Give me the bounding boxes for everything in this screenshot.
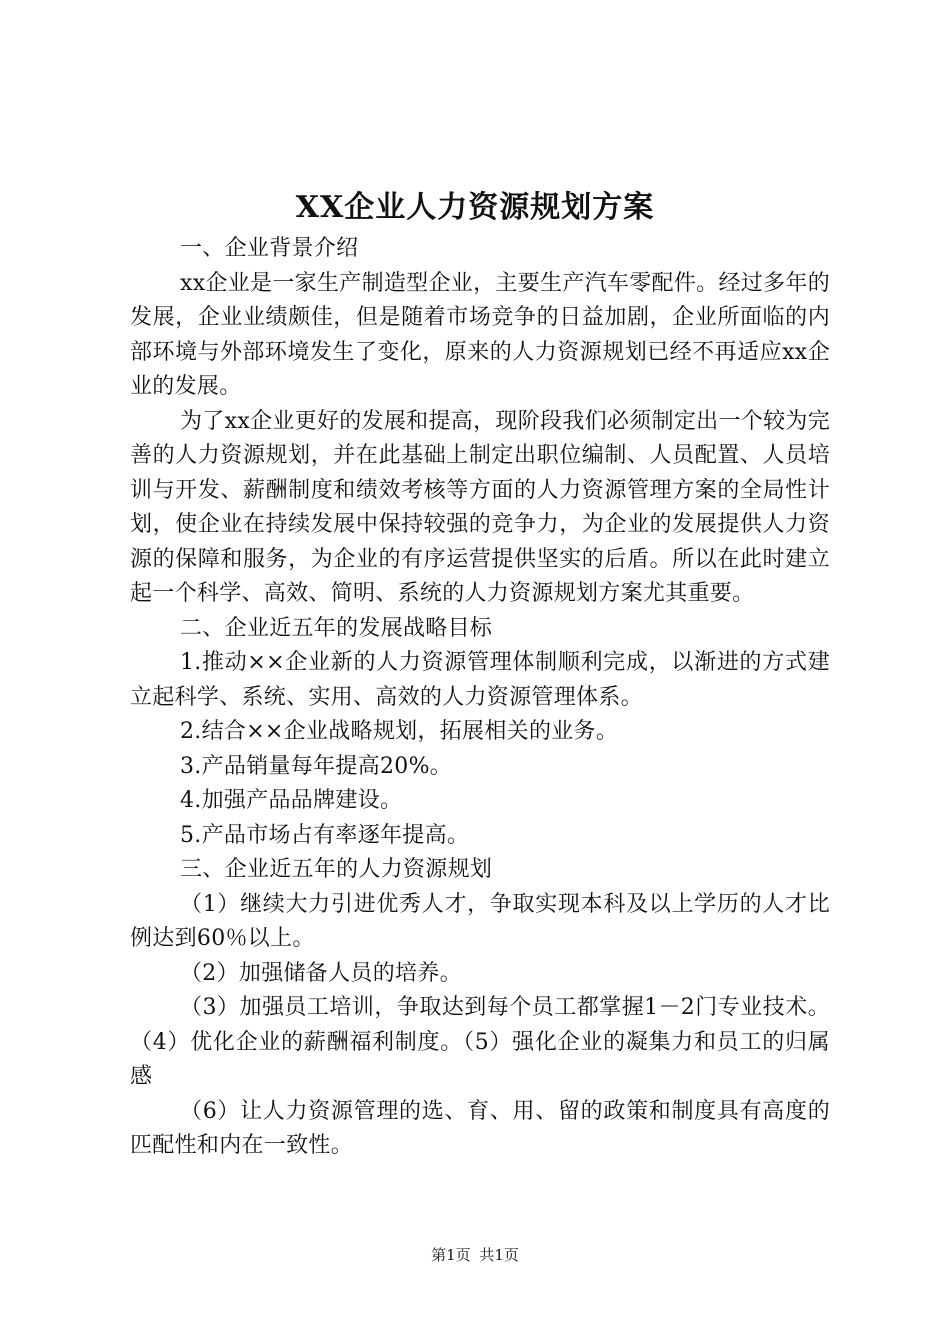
hr-plan-item-1: （1）继续大力引进优秀人才，争取实现本科及以上学历的人才比例达到60％以上。 xyxy=(130,891,830,951)
paragraph-background-1: xx企业是一家生产制造型企业，主要生产汽车零配件。经过多年的发展，企业业绩颇佳，但是随着市场竞争的日益加剧，企业所面临的内部环境与外部环境发生了变化，原来的人力资源规划已经不再适应xx企业的发展。 xyxy=(130,270,830,399)
hr-plan-item-3: （3）加强员工培训，争取达到每个员工都掌握1－2门专业技术。（4）优化企业的薪酬福利制度。（5）强化企业的凝集力和员工的归属感 xyxy=(130,995,830,1089)
strategy-item-2: 2.结合××企业战略规划，拓展相关的业务。 xyxy=(180,719,619,744)
paragraph-background-2: 为了xx企业更好的发展和提高，现阶段我们必须制定出一个较为完善的人力资源规划，并在此基础上制定出职位编制、人员配置、人员培训与开发、薪酬制度和绩效考核等方面的人力资源管理方案的全局性计划，使企业在持续发展中保持较强的竞争力，为企业的发展提供人力资源的保障和服务，为企业的有序运营提供坚实的后盾。所以在此时建立起一个科学、高效、简明、系统的人力资源规划方案尤其重要。 xyxy=(130,408,830,606)
section-heading-hr-plan: 三、企业近五年的人力资源规划 xyxy=(180,857,493,882)
strategy-item-3: 3.产品销量每年提高20%。 xyxy=(180,753,453,779)
strategy-item-4: 4.加强产品品牌建设。 xyxy=(180,788,403,813)
page-total: 共1页 xyxy=(479,1246,519,1264)
section-heading-background: 一、企业背景介绍 xyxy=(180,236,359,261)
strategy-item-1: 1.推动××企业新的人力资源管理体制顺利完成，以渐进的方式建立起科学、系统、实用、高效的人力资源管理体系。 xyxy=(130,650,830,710)
hr-plan-item-2: （2）加强储备人员的培养。 xyxy=(180,960,462,986)
hr-plan-item-6: （6）让人力资源管理的选、育、用、留的政策和制度具有高度的匹配性和内在一致性。 xyxy=(130,1098,830,1158)
page-footer xyxy=(0,1243,950,1267)
page-number: 第1页 xyxy=(431,1246,471,1264)
document-title: XX企业人力资源规划方案 xyxy=(295,190,655,225)
section-heading-strategy: 二、企业近五年的发展战略目标 xyxy=(180,615,493,641)
document-body xyxy=(130,232,830,1164)
strategy-item-5: 5.产品市场占有率逐年提高。 xyxy=(180,822,470,848)
